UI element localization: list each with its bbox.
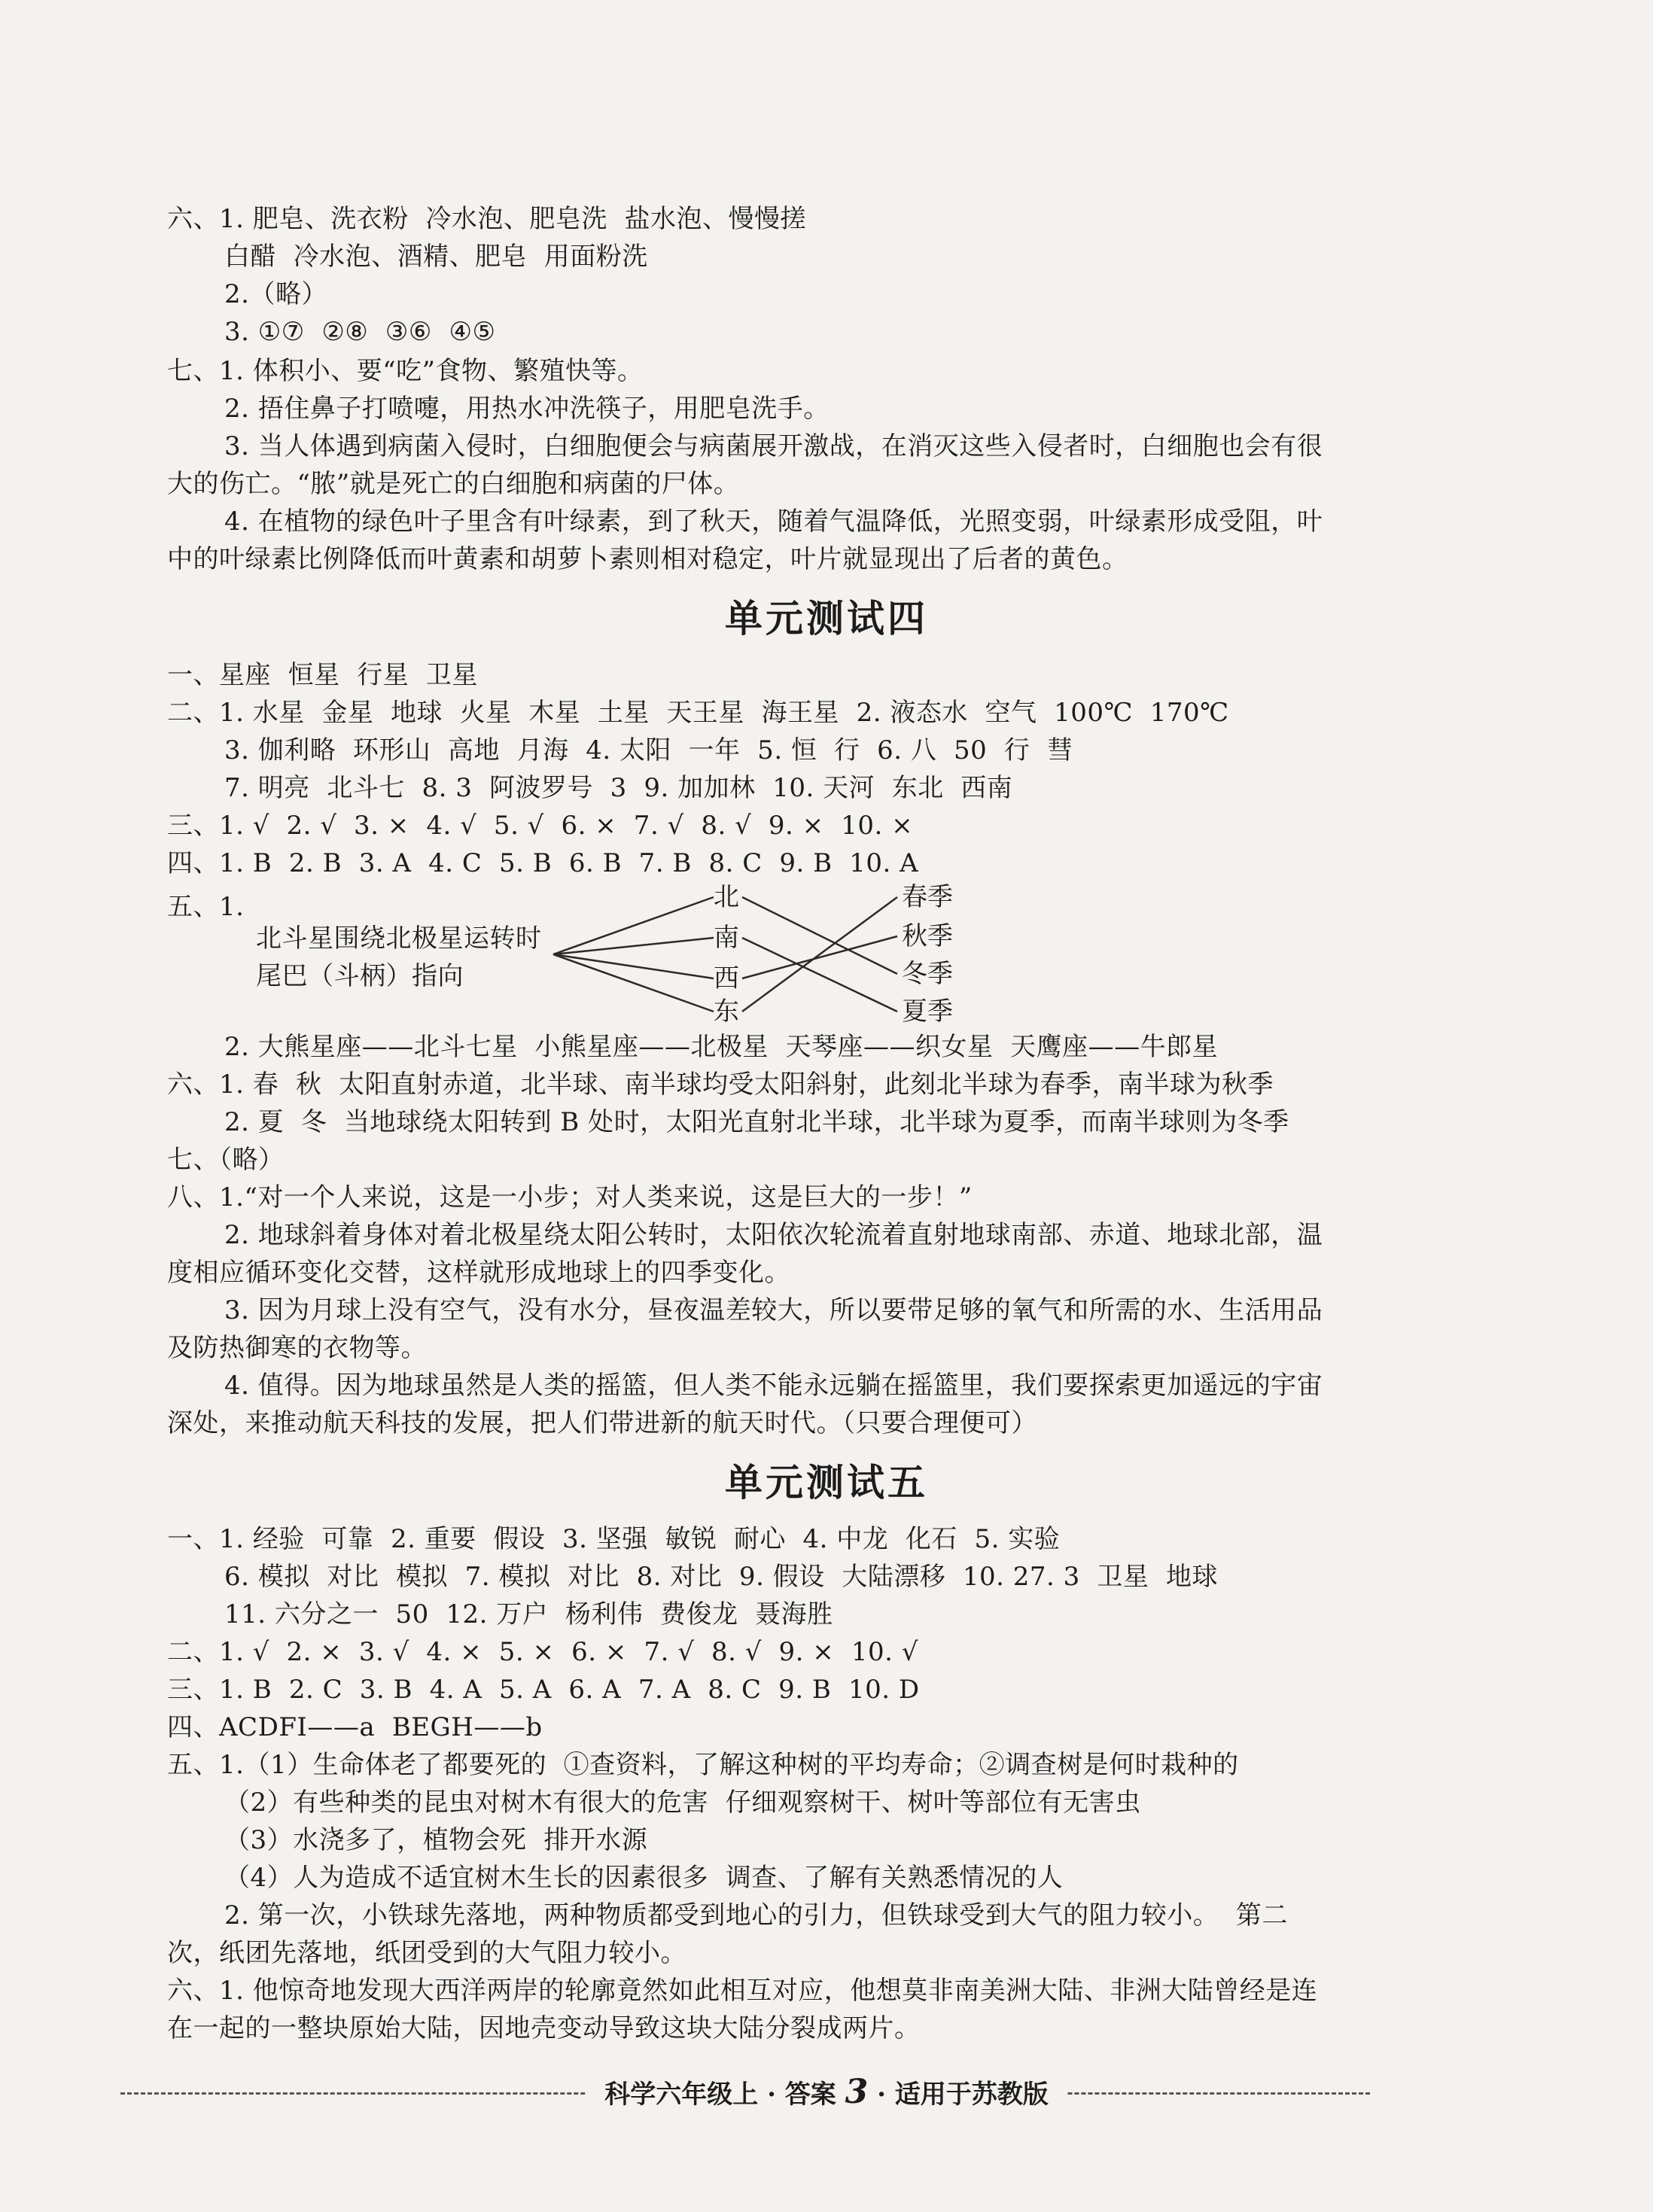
- answer-line: 2. 地球斜着身体对着北极星绕太阳公转时，太阳依次轮流着直射地球南部、赤道、地球北部，温: [224, 1220, 1323, 1250]
- answer-line: 二、1. 水星 金星 地球 火星 木星 土星 天王星 海王星 2. 液态水 空气 100℃ 170℃: [167, 698, 1229, 728]
- answer-line: 深处，来推动航天科技的发展，把人们带进新的航天时代。（只要合理便可）: [167, 1408, 1037, 1438]
- match-dir: 北: [714, 882, 739, 912]
- answer-line: 2. 大熊星座——北斗七星 小熊星座——北极星 天琴座——织女星 天鹰座——牛郎星: [224, 1032, 1219, 1062]
- footer-label: [586, 2073, 1067, 2111]
- match-season: 冬季: [902, 959, 953, 989]
- answer-line: 次，纸团先落地，纸团受到的大气阻力较小。: [167, 1938, 686, 1968]
- answer-line: 7. 明亮 北斗七 8. 3 阿波罗号 3 9. 加加林 10. 天河 东北 西南: [224, 773, 1013, 803]
- match-season: 夏季: [902, 996, 953, 1027]
- answer-line: 11. 六分之一 50 12. 万户 杨利伟 费俊龙 聂海胜: [224, 1599, 833, 1629]
- answer-line: 2. 夏 冬 当地球绕太阳转到 B 处时，太阳光直射北半球，北半球为夏季，而南半球则为冬季: [224, 1107, 1289, 1137]
- answer-line: 一、星座 恒星 行星 卫星: [167, 660, 478, 690]
- answer-line: 五、1.: [167, 892, 245, 922]
- answer-line: 3. 伽利略 环形山 高地 月海 4. 太阳 一年 5. 恒 行 6. 八 50 行 彗: [224, 735, 1073, 765]
- answer-line: 二、1. √ 2. × 3. √ 4. × 5. × 6. × 7. √ 8. √ 9. × 10. √: [167, 1637, 918, 1667]
- match-line: [742, 897, 897, 974]
- answer-line: 6. 模拟 对比 模拟 7. 模拟 对比 8. 对比 9. 假设 大陆漂移 10. 27. 3 卫星 地球: [224, 1562, 1219, 1592]
- match-line: [742, 897, 897, 1012]
- answer-line: 3. 因为月球上没有空气，没有水分，昼夜温差较大，所以要带足够的氧气和所需的水、生活用品: [224, 1295, 1323, 1325]
- answer-line: 度相应循环变化交替，这样就形成地球上的四季变化。: [167, 1258, 790, 1288]
- answer-line: 八、1.“对一个人来说，这是一小步；对人类来说，这是巨大的一步！”: [167, 1182, 973, 1212]
- fan-line: [553, 954, 714, 978]
- page-number: 3: [845, 2073, 869, 2111]
- match-line: [742, 938, 897, 1012]
- answer-line: 在一起的一整块原始大陆，因地壳变动导致这块大陆分裂成两片。: [167, 2013, 921, 2043]
- match-line: [742, 936, 897, 978]
- unit4-title: 单元测试四: [725, 597, 928, 640]
- answer-line: 及防热御寒的衣物等。: [167, 1333, 427, 1363]
- answer-line: 三、1. √ 2. √ 3. × 4. √ 5. √ 6. × 7. √ 8. √ 9. × 10. ×: [167, 811, 914, 841]
- match-season: 秋季: [902, 921, 953, 951]
- answer-line: 2. 捂住鼻子打喷嚏，用热水冲洗筷子，用肥皂洗手。: [224, 394, 830, 424]
- answer-line: （4）人为造成不适宜树木生长的因素很多 调查、了解有关熟悉情况的人: [224, 1863, 1064, 1893]
- match-dir: 西: [714, 963, 739, 993]
- match-dir: 南: [714, 923, 739, 953]
- answer-line: （3）水浇多了，植物会死 排开水源: [224, 1825, 648, 1855]
- match-season: 春季: [902, 882, 953, 912]
- fan-line: [553, 954, 714, 1012]
- answer-line: 2.（略）: [224, 279, 327, 309]
- answer-line: 中的叶绿素比例降低而叶黄素和胡萝卜素则相对稳定，叶片就显现出了后者的黄色。: [167, 544, 1128, 574]
- answer-line: 一、1. 经验 可靠 2. 重要 假设 3. 坚强 敏锐 耐心 4. 中龙 化石 5. 实验: [167, 1524, 1061, 1554]
- answer-line: 四、1. B 2. B 3. A 4. C 5. B 6. B 7. B 8. C 9. B 10. A: [167, 848, 919, 878]
- unit5-title: 单元测试五: [725, 1461, 928, 1505]
- answer-line: 六、1. 春 秋 太阳直射赤道，北半球、南半球均受太阳斜射，此刻北半球为春季，南半球为秋季: [167, 1069, 1274, 1100]
- answer-line: 四、ACDFI——a BEGH——b: [167, 1712, 543, 1742]
- answer-line: 六、1. 他惊奇地发现大西洋两岸的轮廓竟然如此相互对应，他想莫非南美洲大陆、非洲大陆曾经是连: [167, 1976, 1318, 2006]
- footer-title: 科学六年级上 · 答案: [604, 2080, 836, 2110]
- answer-line: 大的伤亡。“脓”就是死亡的白细胞和病菌的尸体。: [167, 469, 740, 499]
- answer-line: 七、（略）: [167, 1145, 285, 1175]
- page-footer: [0, 2070, 1653, 2117]
- answer-line: 三、1. B 2. C 3. B 4. A 5. A 6. A 7. A 8. C 9. B 10. D: [167, 1675, 920, 1705]
- answer-line: 白醋 冷水泡、酒精、肥皂 用面粉洗: [224, 242, 648, 272]
- footer-edition: · 适用于苏教版: [877, 2080, 1049, 2110]
- answer-line: 五、1.（1）生命体老了都要死的 ①查资料，了解这种树的平均寿命；②调查树是何时栽种的: [167, 1750, 1239, 1780]
- match-left-text: 尾巴（斗柄）指向: [256, 961, 464, 991]
- answer-line: 3. 当人体遇到病菌入侵时，白细胞便会与病菌展开激战，在消灭这些入侵者时，白细胞也会有很: [224, 431, 1323, 461]
- answer-line: （2）有些种类的昆虫对树木有很大的危害 仔细观察树干、树叶等部位有无害虫: [224, 1788, 1141, 1818]
- answer-line: 4. 值得。因为地球虽然是人类的摇篮，但人类不能永远躺在摇篮里，我们要探索更加遥远的宇宙: [224, 1371, 1323, 1401]
- match-dir: 东: [714, 996, 739, 1027]
- answer-line: 4. 在植物的绿色叶子里含有叶绿素，到了秋天，随着气温降低，光照变弱，叶绿素形成受阻，叶: [224, 507, 1323, 537]
- match-left-text: 北斗星围绕北极星运转时: [256, 923, 542, 954]
- answer-line: 3. ①⑦ ②⑧ ③⑥ ④⑤: [224, 317, 496, 347]
- answer-line: 六、1. 肥皂、洗衣粉 冷水泡、肥皂洗 盐水泡、慢慢搓: [167, 204, 806, 234]
- answer-line: 七、1. 体积小、要“吃”食物、繁殖快等。: [167, 356, 644, 386]
- answer-line: 2. 第一次，小铁球先落地，两种物质都受到地心的引力，但铁球受到大气的阻力较小。 第二: [224, 1900, 1288, 1931]
